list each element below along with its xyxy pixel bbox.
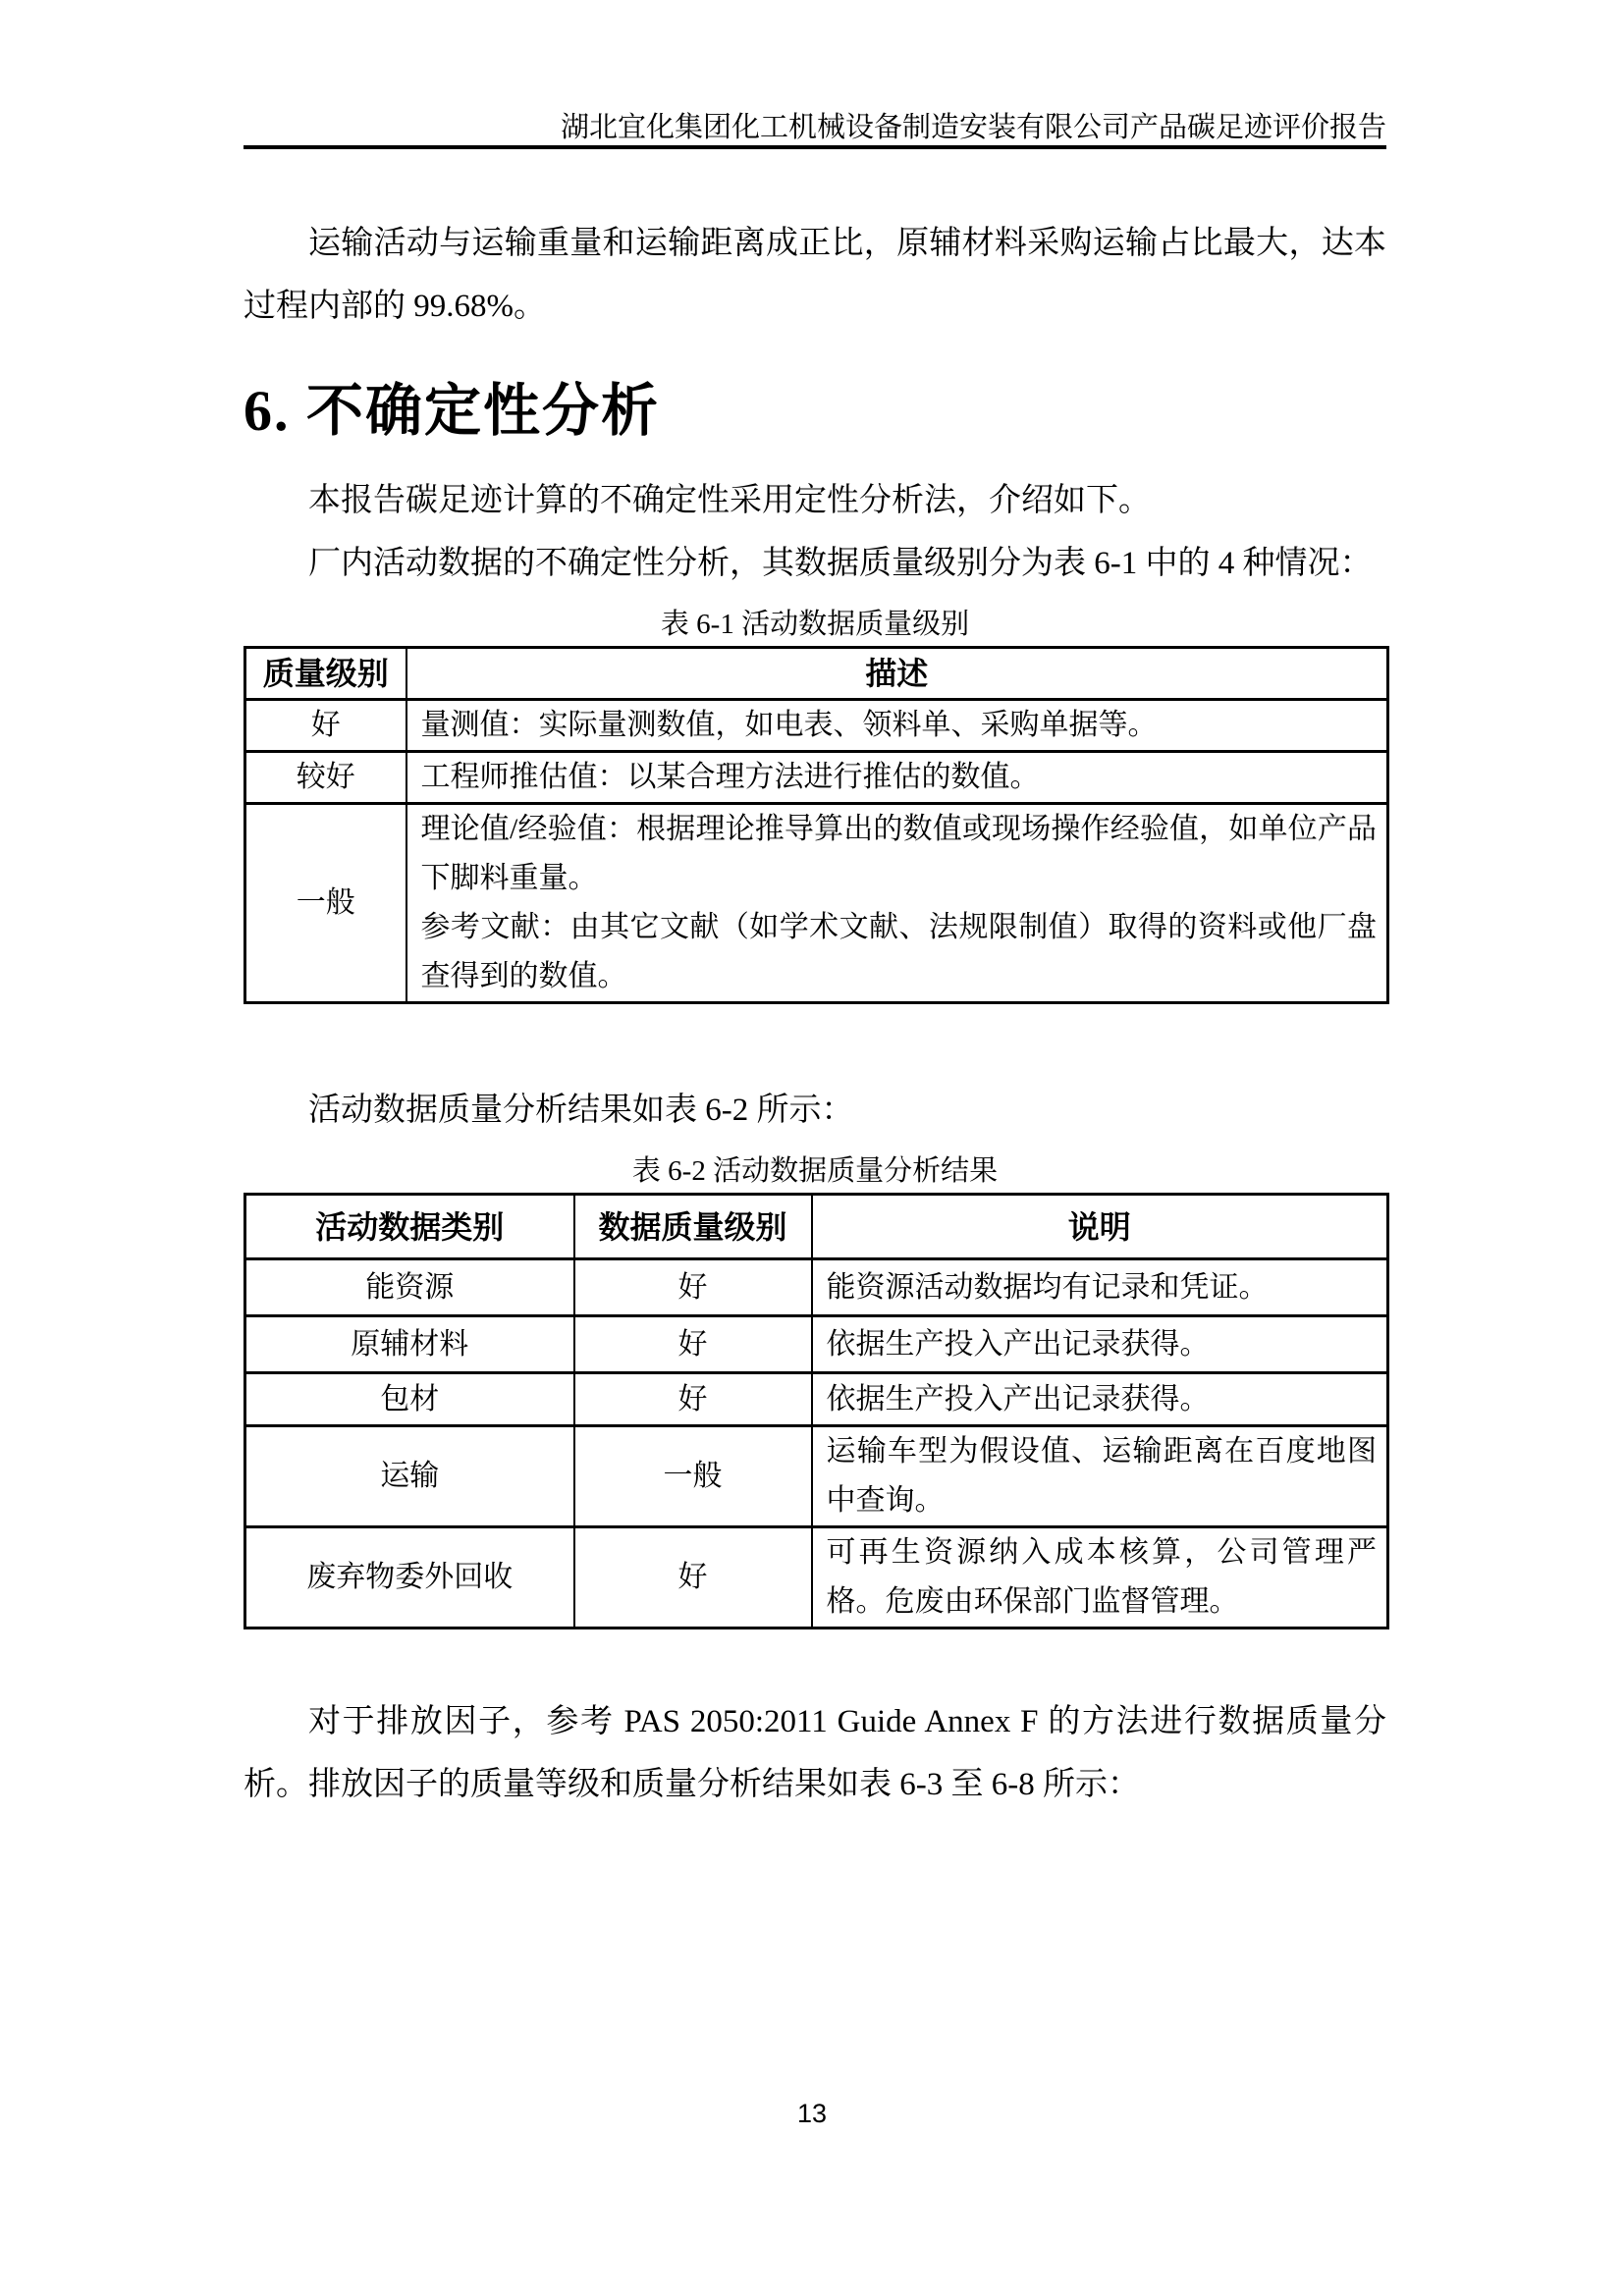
table-6-2-cell-note: 依据生产投入产出记录获得。 — [812, 1316, 1388, 1373]
section-heading-uncertainty: 6. 不确定性分析 — [244, 379, 661, 443]
table-6-2-cell-level: 好 — [574, 1316, 812, 1373]
table-6-2-header-note: 说明 — [812, 1195, 1388, 1259]
table-6-2-header-category: 活动数据类别 — [245, 1195, 574, 1259]
running-header: 湖北宜化集团化工机械设备制造安装有限公司产品碳足迹评价报告 — [244, 0, 1386, 149]
table-6-2-cell-level: 好 — [574, 1373, 812, 1426]
table-row — [245, 700, 1388, 752]
table-6-2-cell-note: 依据生产投入产出记录获得。 — [812, 1373, 1388, 1426]
table-6-1-cell-level: 较好 — [245, 752, 406, 804]
table-6-2-cell-category: 能资源 — [245, 1259, 574, 1316]
paragraph-transport-summary: 运输活动与运输重量和运输距离成正比，原辅材料采购运输占比最大，达本过程内部的 99.68%。 — [244, 226, 1386, 324]
page-number: 13 — [796, 2099, 828, 2128]
table-6-2-cell-category: 原辅材料 — [245, 1316, 574, 1373]
desc-paragraph: 参考文献：由其它文献（如学术文献、法规限制值）取得的资料或他厂盘查得到的数值。 — [420, 911, 1377, 992]
table-6-1-header-row — [245, 648, 1388, 700]
table-6-1-caption: 表 6-1 活动数据质量级别 — [660, 609, 970, 640]
desc-paragraph: 理论值/经验值：根据理论推导算出的数值或现场操作经验值，如单位产品下脚料重量。 — [420, 813, 1377, 894]
table-6-2-cell-category: 废弃物委外回收 — [245, 1527, 574, 1629]
paragraph-table2-intro: 活动数据质量分析结果如表 6-2 所示： — [308, 1093, 854, 1128]
paragraph-method-intro: 本报告碳足迹计算的不确定性采用定性分析法，介绍如下。 — [308, 483, 1151, 518]
table-row — [245, 752, 1388, 804]
table-6-1-cell-level: 一般 — [245, 804, 406, 1003]
table-row — [245, 1426, 1388, 1527]
table-6-2-cell-level: 一般 — [574, 1426, 812, 1527]
table-6-2-cell-note: 可再生资源纳入成本核算，公司管理严格。危废由环保部门监督管理。 — [812, 1527, 1388, 1629]
table-6-1-cell-desc: 量测值：实际量测数值，如电表、领料单、采购单据等。 — [406, 700, 1388, 752]
paragraph-activity-data-levels: 厂内活动数据的不确定性分析，其数据质量级别分为表 6-1 中的 4 种情况： — [308, 546, 1373, 581]
table-row — [245, 1259, 1388, 1316]
table-6-2-cell-level: 好 — [574, 1527, 812, 1629]
table-row — [245, 1316, 1388, 1373]
table-6-2-header-level: 数据质量级别 — [574, 1195, 812, 1259]
paragraph-emission-factors: 对于排放因子，参考 PAS 2050:2011 Guide Annex F 的方法进行数据质量分析。排放因子的质量等级和质量分析结果如表 6-3 至 6-8 所示： — [244, 1704, 1386, 1802]
table-6-1-cell-desc — [406, 804, 1388, 1003]
page-content — [244, 0, 1386, 1816]
table-6-2-cell-level: 好 — [574, 1259, 812, 1316]
table-6-1 — [244, 646, 1389, 1004]
table-row — [245, 1527, 1388, 1629]
table-6-1-cell-desc: 工程师推估值：以某合理方法进行推估的数值。 — [406, 752, 1388, 804]
table-6-2 — [244, 1193, 1389, 1629]
table-6-1-header-level: 质量级别 — [245, 648, 406, 700]
table-6-2-caption: 表 6-2 活动数据质量分析结果 — [631, 1155, 999, 1187]
table-6-1-header-desc: 描述 — [406, 648, 1388, 700]
table-6-1-cell-level: 好 — [245, 700, 406, 752]
table-6-2-cell-category: 包材 — [245, 1373, 574, 1426]
table-6-2-cell-note: 运输车型为假设值、运输距离在百度地图中查询。 — [812, 1426, 1388, 1527]
table-row — [245, 1373, 1388, 1426]
table-6-2-cell-note: 能资源活动数据均有记录和凭证。 — [812, 1259, 1388, 1316]
table-6-2-header-row — [245, 1195, 1388, 1259]
table-6-2-cell-category: 运输 — [245, 1426, 574, 1527]
table-row — [245, 804, 1388, 1003]
